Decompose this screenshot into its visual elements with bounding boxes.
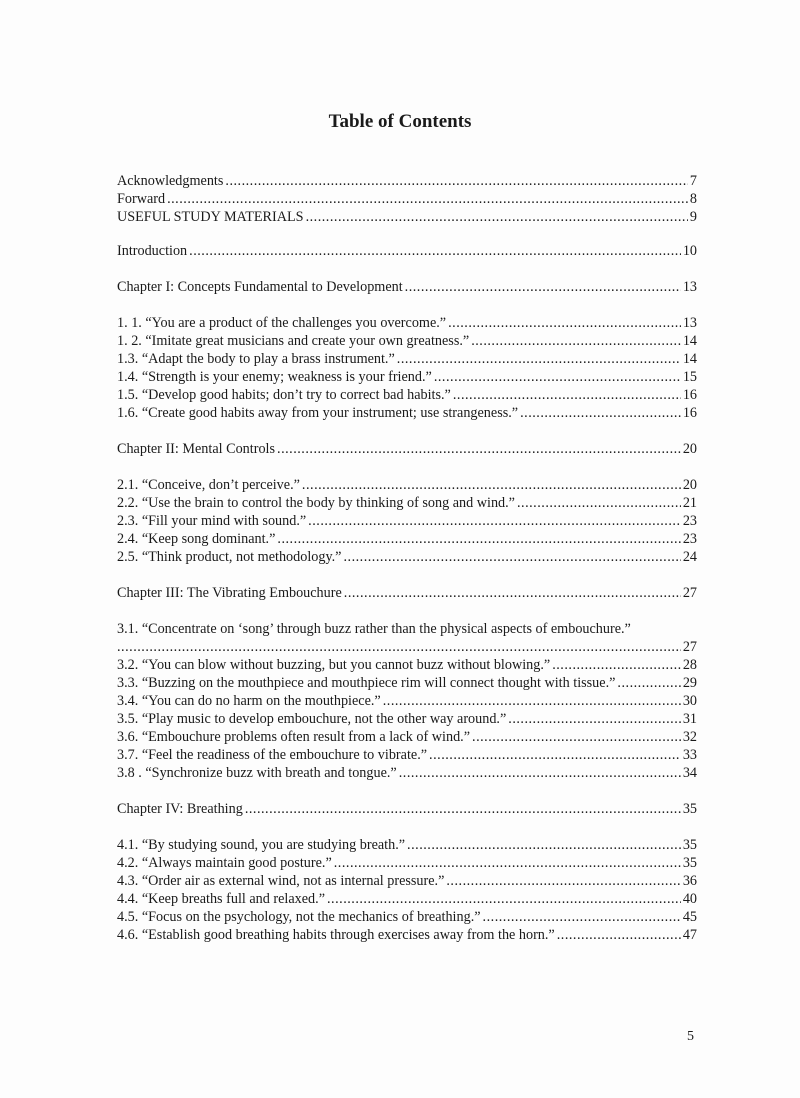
dot-leader (327, 890, 681, 908)
toc-entry-label: Forward (117, 191, 166, 207)
toc-entry-page: 31 (682, 711, 697, 727)
dot-leader (117, 638, 681, 656)
dot-leader (399, 764, 681, 782)
toc-group (117, 836, 697, 944)
toc-entry-label: 4.6. “Establish good breathing habits through exercises away from the horn.” (117, 927, 555, 943)
toc-entry (117, 512, 697, 530)
toc-entry-page: 23 (682, 531, 697, 547)
dot-leader (344, 584, 681, 602)
toc-entry-page: 36 (682, 873, 697, 889)
toc-entry (117, 172, 697, 190)
toc-entry (117, 476, 697, 494)
toc-entry-page: 40 (682, 891, 697, 907)
toc-entry-page: 35 (682, 801, 697, 817)
toc-entry-label: 1.3. “Adapt the body to play a brass instrument.” (117, 351, 395, 367)
toc-entry (117, 332, 697, 350)
toc-entry (117, 728, 697, 746)
toc-entry (117, 242, 697, 260)
toc-entry-label: 4.1. “By studying sound, you are studying breath.” (117, 837, 406, 853)
toc-entry-label: 3.4. “You can do no harm on the mouthpiece.” (117, 693, 381, 709)
toc-entry-page: 47 (682, 927, 697, 943)
dot-leader (472, 728, 681, 746)
toc-entry-label: Chapter III: The Vibrating Embouchure (117, 585, 342, 601)
toc-entry-page: 29 (682, 675, 697, 691)
toc-entry (117, 386, 697, 404)
toc-entry-label: 4.3. “Order air as external wind, not as internal pressure.” (117, 873, 445, 889)
toc-entry-label: USEFUL STUDY MATERIALS (117, 209, 304, 225)
toc-entry (117, 530, 697, 548)
toc-entry-label: Chapter IV: Breathing (117, 801, 243, 817)
toc-entry-page: 16 (682, 405, 697, 421)
toc-group (117, 800, 697, 818)
toc-entry-label: Acknowledgments (117, 173, 224, 189)
toc-entry (117, 710, 697, 728)
toc-entry-page: 21 (682, 495, 697, 511)
dot-leader (446, 872, 680, 890)
dot-leader (397, 350, 681, 368)
toc-group (117, 620, 697, 782)
toc-entry-label: 3.7. “Feel the readiness of the embouchure to vibrate.” (117, 747, 428, 763)
toc-entry (117, 872, 697, 890)
dot-leader (471, 332, 681, 350)
toc-entry-label: Introduction (117, 243, 188, 259)
toc-entry (117, 674, 697, 692)
toc-group (117, 584, 697, 602)
toc-entry (117, 854, 697, 872)
toc-entry-label: 3.1. “Concentrate on ‘song’ through buzz rather than the physical aspects of embouchure.” (117, 621, 631, 637)
toc-entry (117, 620, 697, 656)
toc-entry-page: 30 (682, 693, 697, 709)
dot-leader (302, 476, 681, 494)
dot-leader (453, 386, 681, 404)
dot-leader (483, 908, 681, 926)
toc-entry-page: 13 (682, 279, 697, 295)
toc-entry (117, 584, 697, 602)
toc-group (117, 278, 697, 296)
dot-leader (434, 368, 681, 386)
toc-entry-page: 33 (682, 747, 697, 763)
toc-entry-label: 2.1. “Conceive, don’t perceive.” (117, 477, 300, 493)
toc-entry-page: 20 (682, 441, 697, 457)
dot-leader (508, 710, 681, 728)
dot-leader (448, 314, 681, 332)
dot-leader (277, 440, 681, 458)
toc-entry-label: 2.3. “Fill your mind with sound.” (117, 513, 307, 529)
toc-entry (117, 800, 697, 818)
toc-group (117, 314, 697, 422)
toc-entry-label: 1. 1. “You are a product of the challenges you overcome.” (117, 315, 447, 331)
dot-leader (334, 854, 681, 872)
dot-leader (407, 836, 681, 854)
toc-entry-page: 24 (682, 549, 697, 565)
toc-entry (117, 190, 697, 208)
dot-leader (343, 548, 680, 566)
dot-leader (277, 530, 680, 548)
toc-entry-page: 13 (682, 315, 697, 331)
toc-entry (117, 926, 697, 944)
dot-leader (189, 242, 681, 260)
toc-entry-page: 20 (682, 477, 697, 493)
toc-entry-page: 28 (682, 657, 697, 673)
toc-group (117, 440, 697, 458)
toc-entry-page: 15 (682, 369, 697, 385)
toc-entry-label: 3.5. “Play music to develop embouchure, not the other way around.” (117, 711, 507, 727)
toc-group (117, 476, 697, 566)
toc-entry-page: 35 (682, 837, 697, 853)
toc-entry-page: 16 (682, 387, 697, 403)
toc-entry-page: 32 (682, 729, 697, 745)
toc-entry (117, 350, 697, 368)
page-number: 5 (687, 1029, 694, 1044)
toc-entry (117, 368, 697, 386)
dot-leader (225, 172, 688, 190)
toc-entry-label: 3.3. “Buzzing on the mouthpiece and mouthpiece rim will connect thought with tissue.” (117, 675, 616, 691)
toc-entry (117, 908, 697, 926)
toc-entry (117, 208, 697, 226)
toc-entry-label: 1.5. “Develop good habits; don’t try to correct bad habits.” (117, 387, 451, 403)
toc-entry-label: 2.5. “Think product, not methodology.” (117, 549, 342, 565)
toc-entry-label: 4.4. “Keep breaths full and relaxed.” (117, 891, 325, 907)
dot-leader (429, 746, 681, 764)
dot-leader (306, 208, 688, 226)
toc-entry-page: 14 (682, 351, 697, 367)
dot-leader (383, 692, 681, 710)
toc-group (117, 242, 697, 260)
dot-leader (520, 404, 681, 422)
toc-entry-label: 2.4. “Keep song dominant.” (117, 531, 276, 547)
page-title: Table of Contents (328, 111, 472, 132)
toc-entry-label: 3.6. “Embouchure problems often result from a lack of wind.” (117, 729, 471, 745)
toc-entry (117, 278, 697, 296)
toc-entry-label: 3.8 . “Synchronize buzz with breath and tongue.” (117, 765, 397, 781)
dot-leader (552, 656, 681, 674)
toc-entry (117, 836, 697, 854)
toc-entry-page: 45 (682, 909, 697, 925)
table-of-contents (117, 172, 697, 944)
toc-entry-label: Chapter I: Concepts Fundamental to Development (117, 279, 403, 295)
toc-entry-page: 35 (682, 855, 697, 871)
toc-entry (117, 656, 697, 674)
toc-entry (117, 548, 697, 566)
toc-entry-label: 2.2. “Use the brain to control the body by thinking of song and wind.” (117, 495, 515, 511)
toc-entry-page: 27 (682, 585, 697, 601)
toc-entry (117, 440, 697, 458)
toc-entry (117, 746, 697, 764)
toc-entry-page: 34 (682, 765, 697, 781)
dot-leader (557, 926, 681, 944)
dot-leader (517, 494, 681, 512)
dot-leader (617, 674, 680, 692)
dot-leader (308, 512, 681, 530)
toc-entry-page: 10 (682, 243, 697, 259)
toc-entry-label: 3.2. “You can blow without buzzing, but you cannot buzz without blowing.” (117, 657, 551, 673)
toc-entry-label: 4.2. “Always maintain good posture.” (117, 855, 332, 871)
toc-entry (117, 494, 697, 512)
toc-entry-page: 7 (689, 173, 697, 189)
toc-entry (117, 890, 697, 908)
toc-entry (117, 692, 697, 710)
toc-entry-label: 1.6. “Create good habits away from your instrument; use strangeness.” (117, 405, 519, 421)
toc-entry (117, 404, 697, 422)
toc-entry-page: 14 (682, 333, 697, 349)
toc-group (117, 172, 697, 226)
toc-entry-label: 1.4. “Strength is your enemy; weakness is your friend.” (117, 369, 432, 385)
dot-leader (167, 190, 688, 208)
toc-entry-page: 9 (689, 209, 697, 225)
dot-leader (245, 800, 681, 818)
toc-entry-page: 27 (682, 639, 697, 655)
toc-entry-label: 4.5. “Focus on the psychology, not the mechanics of breathing.” (117, 909, 481, 925)
toc-entry-page: 8 (689, 191, 697, 207)
dot-leader (405, 278, 681, 296)
toc-entry-page: 23 (682, 513, 697, 529)
toc-entry (117, 764, 697, 782)
toc-entry (117, 314, 697, 332)
toc-entry-label: Chapter II: Mental Controls (117, 441, 276, 457)
toc-entry-label: 1. 2. “Imitate great musicians and create your own greatness.” (117, 333, 470, 349)
